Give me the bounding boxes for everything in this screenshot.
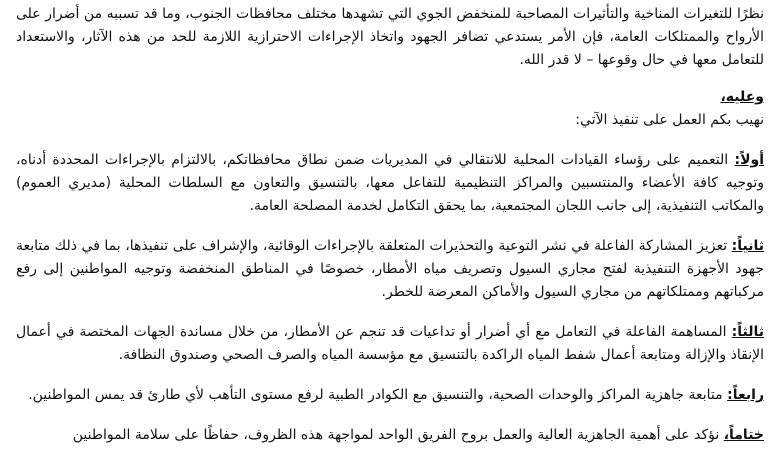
section-heading: وعليه،	[720, 89, 764, 105]
heading-block	[16, 86, 764, 132]
point-text: متابعة جاهزية المراكز والوحدات الصحية، والتنسيق مع الكوادر الطبية لرفع مستوى التأهب لأي طارئ قد يمس المواطنين.	[28, 387, 723, 403]
point-paragraph-2	[16, 235, 764, 304]
point-text: التعميم على رؤساء القيادات المحلية للانتقالي في المديريات ضمن نطاق محافظاتكم، بالالتزام بالإجراءات المحددة أدناه، وتوجيه كافة الأعضاء والمنتسبين والمراكز التنظيمية للتفاعل معها، بالتنسيق والتعاون مع السلطات المحلية (مديري العموم) والمكاتب التنفيذية، إلى جانب اللجان المجتمعية، بما يحقق التكامل لخدمة المصلحة العامة.	[16, 152, 764, 214]
heading-subline: نهيب بكم العمل على تنفيذ الآتي:	[575, 112, 764, 128]
point-lead: ثالثاً:	[731, 324, 764, 340]
point-lead: ختاماً،	[723, 427, 764, 443]
point-text: نؤكد على أهمية الجاهزية العالية والعمل بروح الفريق الواحد لمواجهة هذه الظروف، حفاظًا على سلامة المواطنين	[72, 427, 720, 443]
point-text: المساهمة الفاعلة في التعامل مع أي أضرار أو تداعيات قد تنجم عن الأمطار، من خلال مساندة الجهات المختصة في أعمال الإنقاذ والإزالة ومتابعة أعمال شفط المياه الراكدة بالتنسيق مع مؤسسة المياه والصرف الصحي وصندوق النظافة.	[16, 324, 764, 363]
point-paragraph-5	[16, 424, 764, 447]
point-paragraph-1	[16, 149, 764, 218]
point-lead: أولاً:	[734, 152, 764, 168]
point-paragraph-4	[16, 384, 764, 407]
point-lead: رابعاً:	[727, 387, 764, 403]
point-text: تعزيز المشاركة الفاعلة في نشر التوعية والتحذيرات المتعلقة بالإجراءات الوقائية، والإشراف على تنفيذها، بما في ذلك متابعة جهود الأجهزة التنفيذية لفتح مجاري السيول وتصريف مياه الأمطار، خصوصًا في المناطق المنخفضة وتوجيه المواطنين إلى رفع مركباتهم وممتلكاتهم من مجاري السيول والأماكن المعرضة للخطر.	[16, 238, 764, 300]
point-lead: ثانياً:	[731, 238, 764, 254]
intro-paragraph: نظرًا للتغيرات المناخية والتأثيرات المصاحبة للمنخفض الجوي التي تشهدها مختلف محافظات الجنوب، وما قد تسببه من أضرار على الأرواح والممتلكات العامة، فإن الأمر يستدعي تضافر الجهود واتخاذ الإجراءات الاحترازية اللازمة للحد من هذه الآثار، والاستعداد للتعامل معها في حال وقوعها – لا قدر الله.	[16, 6, 764, 68]
point-paragraph-3	[16, 321, 764, 367]
